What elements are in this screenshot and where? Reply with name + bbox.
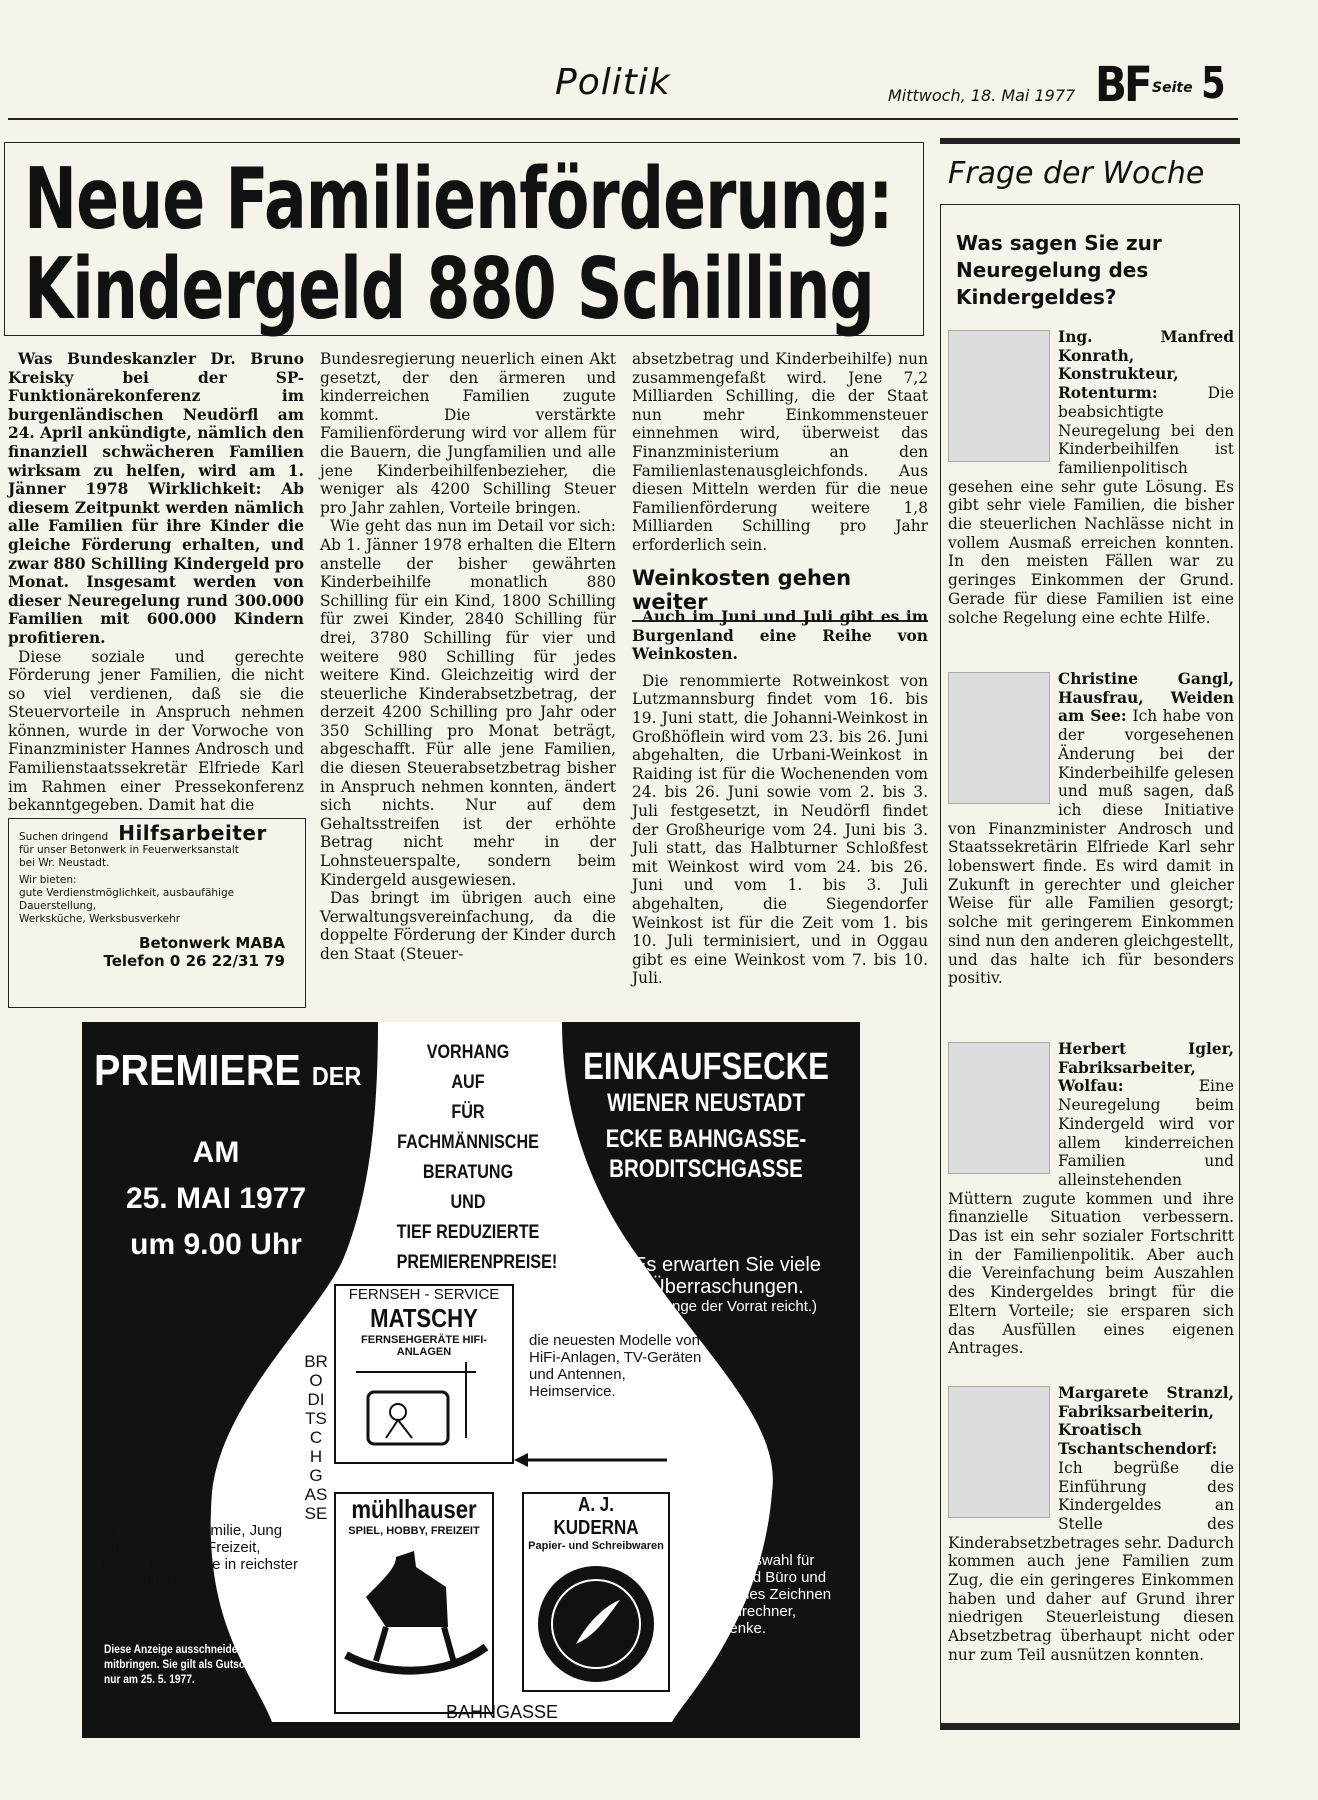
interviewee-name: Ing. Manfred Konrath, Konstrukteur, Rotenturm: (1058, 328, 1234, 403)
job-ad-line: gute Verdienstmöglichkeit, ausbaufähige (19, 887, 235, 899)
ad-eck-title: EINKAUFSECKE (583, 1046, 829, 1088)
ad-der-word: DER (311, 1061, 362, 1091)
shop-matschy (334, 1284, 514, 1464)
job-ad-line: Dauerstellung, (19, 900, 97, 912)
ad-surprise-note: (Solange der Vorrat reicht.) (636, 1298, 818, 1315)
matschy-service: FERNSEH - SERVICE (348, 1286, 500, 1303)
ad-premiere (94, 1046, 361, 1096)
job-ad-line: Werksküche, Werksbusverkehr (19, 913, 181, 925)
sidebar-question: Was sagen Sie zur Neuregelung des Kindergeldes? (956, 231, 1162, 309)
newspaper-logo: BF (1095, 56, 1150, 113)
article-column-3 (632, 350, 928, 555)
interview-entry (948, 670, 1234, 988)
job-ad-title: Hilfsarbeiter (118, 821, 267, 845)
ad-eck-addr1: ECKE BAHNGASSE- (605, 1125, 807, 1153)
sidebar-title: Frage der Woche (948, 156, 1205, 191)
interviewee-answer: Eine Neuregelung beim Kindergeld wird vor allem kinderreichen Familien und alleinstehenden Müttern zugute kommen und ihre finanzielle Situation verbessern. Das ist ein sehr sozialer Fortschritt in der Familienpolitik. Aber auch die Vereinfachung beim Auszahlen des Kindergeldes bringt für die Eltern Vorteile; sie ersparen sich das Ausfüllen eines eigenen Antrages. (948, 1077, 1234, 1358)
ad-coupon-note: Diese Anzeige ausschneiden und mitbringen. Sie gilt als Gutschein nur am 25. 5. 1977. (104, 1642, 266, 1686)
ad-eck-city: WIENER NEUSTADT (607, 1089, 805, 1117)
page-label: Seite (1152, 80, 1193, 96)
job-ad-prefix: Suchen dringend (19, 831, 109, 843)
ad-curtain-text (396, 1038, 558, 1278)
interviewee-name: Margarete Stranzl, Fabriksarbeiterin, Kroatisch Tschantschendorf: (1058, 1384, 1234, 1459)
store-opening-ad (82, 1022, 860, 1738)
kuderna-name: A. J. KUDERNA (553, 1494, 639, 1539)
sidebar-bottom-bar (940, 1724, 1240, 1730)
tv-antenna-icon (336, 1358, 512, 1448)
job-ad-line: für unser Betonwerk in Feuerwerksanstalt (19, 844, 239, 856)
ad-family-text: für die ganze Familie, Jung und Alt - für die Freizeit, Hobby und Spiele in reichster Auswahl. Bestes Kundenservice. (102, 1522, 298, 1607)
interviewee-name: Herbert Igler, Fabriksarbeiter, Wolfau: (1058, 1040, 1234, 1096)
ad-eck-address (583, 1088, 829, 1184)
job-ad-phone: Telefon 0 26 22/31 79 (103, 952, 285, 970)
street-label-broditschgasse: BRODITSCHGASSE (304, 1352, 328, 1523)
curtain-line: AUF (451, 1072, 485, 1093)
ad-eck-addr2: BRODITSCHGASSE (609, 1155, 803, 1183)
rocking-horse-icon (336, 1537, 492, 1687)
portrait-photo (948, 1042, 1050, 1174)
issue-date: Mittwoch, 18. Mai 1977 (888, 86, 1076, 105)
ad-surprise (612, 1254, 842, 1315)
section-title: Politik (555, 62, 671, 103)
kuderna-sub: Papier- und Schreibwaren (528, 1540, 664, 1552)
street-label-bahngasse: BAHNGASSE (445, 1702, 559, 1722)
ad-time: um 9.00 Uhr (130, 1228, 302, 1261)
ad-hifi-text: die neuesten Modelle von HiFi-Anlagen, TV-Geräten und Antennen, Heimservice. (529, 1332, 702, 1400)
shop-kuderna (522, 1492, 670, 1692)
ad-surprise-text: Es erwarten Sie viele Überraschungen. (633, 1254, 821, 1298)
interviewee-answer: Die beabsichtigte Neuregelung bei den Kinderbeihilfen ist familienpolitisch gesehen eine sehr gute Lösung. Es gibt sehr viele Familien, die bisher die steuerlichen Nachlässe nicht in vollem Ausmaß erreichen konnten. In den meisten Fällen war zu geringes Einkommen der Grund. Gerade für diese Familien ist eine solche Regelung eine echte Hilfe. (948, 384, 1234, 627)
ad-am: AM (192, 1136, 240, 1169)
interview-entry (948, 1040, 1234, 1358)
article-lead: Was Bundeskanzler Dr. Bruno Kreisky bei der SP-Funktionärekonferenz im burgenländischen Neudörfl am 24. April ankündigte, nämlich den finanziell schwächeren Familien wirksam zu helfen, wird am 1. Jänner 1978 Wirklichkeit: Ab diesem Zeitpunkt werden nämlich alle Familien für ihre Kinder die gleiche Förderung erhalten, und zwar 880 Schilling Kindergeld pro Monat. Insgesamt werden von dieser Neuregelung rund 300.000 Familien mit 600.000 Kindern profitieren. (8, 350, 305, 647)
ad-date-block (96, 1130, 336, 1268)
page-number: 5 (1201, 58, 1226, 109)
article-paragraph: Wie geht das nun im Detail vor sich: Ab 1. Jänner 1978 erhalten die Eltern anstelle der bisher gewährten Kinderbeihilfe monatlich 880 Schilling für ein Kind, 1800 Schilling für zwei Kinder, 2840 Schilling für drei, 3780 Schilling für vier und weitere 980 Schilling für jedes weitere Kind. Gleichzeitig wird der steuerliche Kinderabsetzbetrag, der derzeit 4200 Schilling pro Jahr oder 350 Schilling pro Monat beträgt, abgeschafft. Für alle jene Familien, die diesen Steuerabsetzbetrag bisher in Anspruch nehmen konnten, ändert sich nichts. Nur auf dem Gehaltsstreifen ist der erhöhte Betrag nicht mehr in der Lohnsteuerspalte, sondern beim Kindergeld ausgewiesen. (320, 517, 616, 889)
portrait-photo (948, 1386, 1050, 1518)
curtain-line: FÜR (451, 1102, 485, 1123)
article-column-2 (320, 350, 616, 964)
headline-line-1: Neue Familienförderung: (24, 150, 893, 249)
article-paragraph: Das bringt im übrigen auch eine Verwaltungsvereinfachung, da die doppelte Förderung der Kinder durch den Staat (Steuer- (320, 889, 616, 963)
job-ad-line: Wir bieten: (19, 874, 77, 886)
wine-lead: Auch im Juni und Juli gibt es im Burgenland eine Reihe von Weinkosten. (632, 608, 928, 664)
interview-entry (948, 328, 1234, 627)
curtain-line: TIEF REDUZIERTE (396, 1222, 540, 1243)
article-paragraph: Diese soziale und gerechte Förderung jener Familien, die nicht so viel verdienen, daß sie die Steuervorteile in Anspruch nehmen können, wurde in der Vorwoche von Finanzminister Hannes Androsch und Familienstaatssekretär Elfriede Karl im Rahmen einer Pressekonferenz bekanntgegeben. Damit hat die (8, 647, 304, 815)
article-paragraph: absetzbetrag und Kinderbeihilfe) nun zusammengefaßt wird. Jene 7,2 Milliarden Schilling, die der Staat nun mehr Einkommensteuer einnehmen wird, überweist das Finanzministerium an den Familienlastenausgleichfonds. Aus diesen Mitteln werden für die neue Familienförderung weitere 1,8 Milliarden Schilling pro Jahr erforderlich sein. (632, 350, 928, 554)
ad-date: 25. MAI 1977 (125, 1182, 307, 1215)
kuderna-logo-icon (524, 1552, 668, 1702)
curtain-line: PREMIERENPREISE! (396, 1252, 558, 1273)
muehlhauser-name: mühlhauser (351, 1494, 477, 1524)
ad-school-text: Größte Auswahl für Schule und Büro und technisches Zeichnen Taschenrechner, Geschenke. (686, 1552, 832, 1637)
header-divider (8, 118, 1238, 120)
curtain-line: UND (450, 1192, 486, 1213)
curtain-line: FACHMÄNNISCHE (397, 1132, 539, 1153)
job-ad (8, 818, 306, 1008)
wine-heading: Weinkosten gehen weiter (632, 566, 928, 622)
curtain-line: VORHANG (426, 1042, 510, 1063)
job-ad-company: Betonwerk MABA (139, 934, 285, 952)
matschy-name: MATSCHY (370, 1303, 478, 1333)
article-paragraph: Bundesregierung neuerlich einen Akt gesetzt, der den ärmeren und kinderreichen Familien zugute kommt. Die verstärkte Familienförderung wird vor allem für die Bauern, die Jungfamilien und alle jene Kinderbeihilfenbezieher, die weniger als 4200 Schilling Steuer pro Jahr zahlen, Vorteile bringen. (320, 350, 616, 517)
arrow-left-icon (512, 1450, 672, 1470)
interview-entry (948, 1384, 1234, 1665)
headline-line-2: Kindergeld 880 Schilling (24, 240, 874, 339)
shop-muehlhauser (334, 1492, 494, 1714)
portrait-photo (948, 672, 1050, 804)
wine-article (632, 608, 928, 988)
job-ad-line: bei Wr. Neustadt. (19, 857, 110, 869)
article-column-1 (8, 350, 304, 815)
portrait-photo (948, 330, 1050, 462)
ad-premiere-word: PREMIERE (94, 1046, 301, 1095)
sidebar-top-bar (940, 138, 1240, 144)
curtain-line: BERATUNG (422, 1162, 514, 1183)
interviewee-answer: Ich habe von der vorgesehenen Änderung bei der Kinderbeihilfe gelesen und muß sagen, daß ich diese Initiative von Finanzminister Androsch und Staatssekretärin Elfriede Karl sehr lobenswert finde. Es wird damit in Zukunft in gerechter und gleicher Weise für alle Familien gesorgt; solche mit geringerem Einkommen sind nun den anderen gleichgestellt, und das halte ich für besonders positiv. (948, 707, 1234, 988)
muehlhauser-sub: SPIEL, HOBBY, FREIZEIT (348, 1525, 480, 1537)
interviewee-answer: Ich begrüße die Einführung des Kindergeldes an Stelle des Kinderabsetzbetrages sehr. Dadurch kommen auch jene Familien zum Zug, die ein geringeres Einkommen haben und daher auf Grund ihrer niedrigen Steuerleistung diesen Absetzbetrag überhaupt nicht oder nur zum Teil ausnützen konnten. (948, 1458, 1234, 1664)
interviewee-name: Christine Gangl, Hausfrau, Weiden am See: (1058, 670, 1234, 726)
wine-body: Die renommierte Rotweinkost von Lutzmannsburg findet vom 16. bis 19. Juni statt, die Johanni-Weinkost in Großhöflein wird vom 23. bis 26. Juni abgehalten, die Urbani-Weinkost in Raiding ist für die Wochenenden vom 24. bis 26. Juni sowie vom 2. bis 3. Juli festgesetzt, in Neudörfl findet der Großheurige vom 24. Juni bis 3. Juli statt, das Halbturner Schloßfest mit Weinkost wird vom 24. bis 26. Juni und vom 1. bis 3. Juli abgehalten, die Siegendorfer Weinkost ist für die Zeit vom 1. bis 10. Juli terminisiert, und in Oggau gibt es eine Weinkost vom 7. bis 10. Juli. (632, 671, 928, 988)
matschy-sub: FERNSEHGERÄTE HIFI-ANLAGEN (361, 1334, 487, 1358)
